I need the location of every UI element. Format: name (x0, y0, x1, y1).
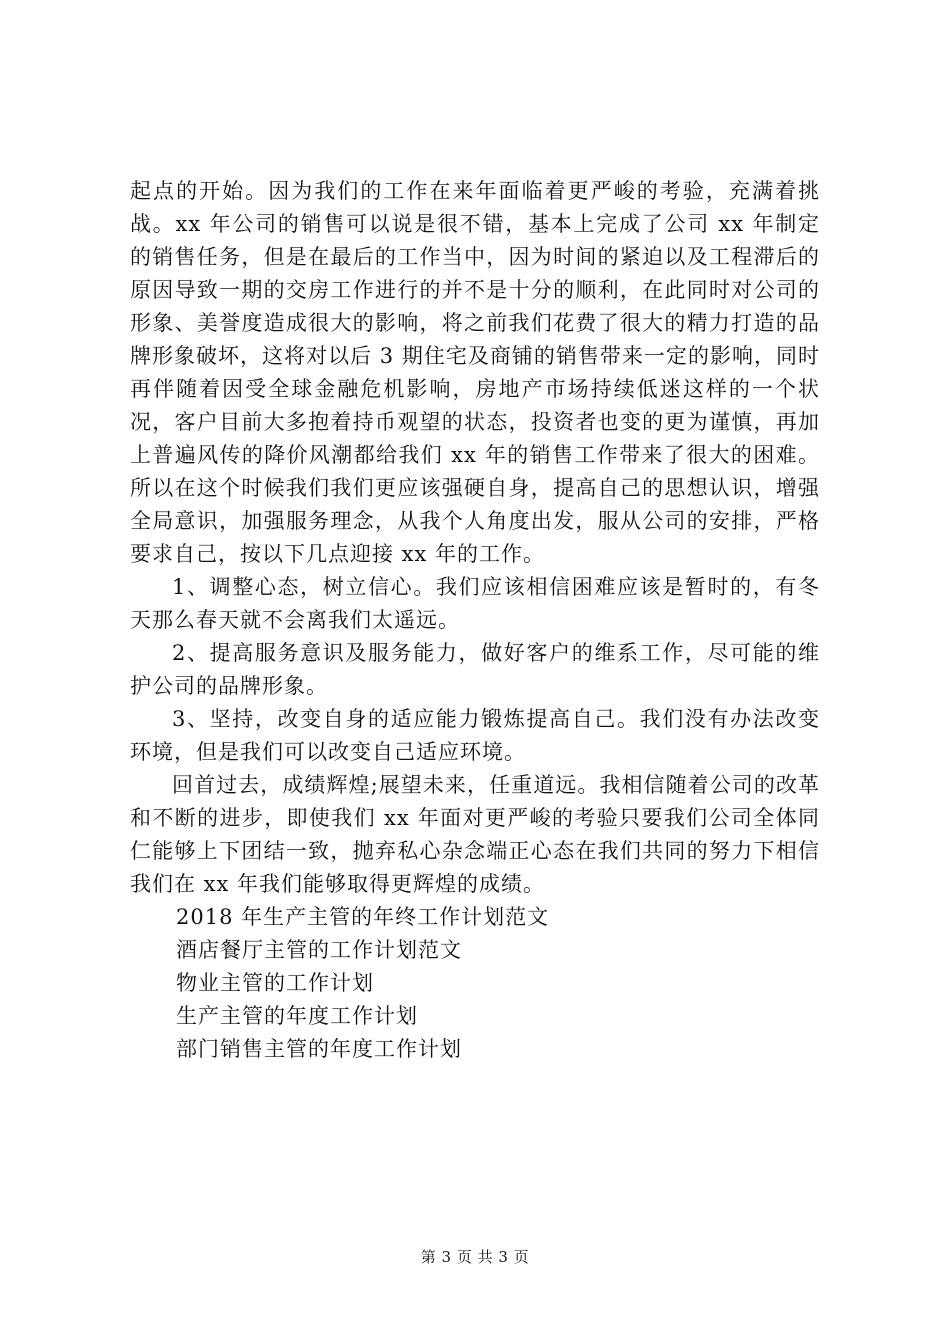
page-number-footer: 第 3 页 共 3 页 (420, 1248, 530, 1266)
related-link[interactable]: 生产主管的年度工作计划 (176, 1004, 418, 1028)
paragraph-point-2: 2、提高服务意识及服务能力，做好客户的维系工作，尽可能的维护公司的品牌形象。 (130, 641, 820, 698)
related-link[interactable]: 2018 年生产主管的年终工作计划范文 (176, 905, 550, 929)
related-link[interactable]: 部门销售主管的年度工作计划 (176, 1037, 462, 1061)
document-body (130, 175, 820, 1066)
related-link[interactable]: 物业主管的工作计划 (176, 971, 374, 995)
paragraph-point-3: 3、坚持，改变自身的适应能力锻炼提高自己。我们没有办法改变环境，但是我们可以改变自己适应环境。 (130, 707, 820, 764)
related-link[interactable]: 酒店餐厅主管的工作计划范文 (176, 938, 462, 962)
paragraph-point-1: 1、调整心态，树立信心。我们应该相信困难应该是暂时的，有冬天那么春天就不会离我们太遥远。 (130, 575, 820, 632)
paragraph-intro: 起点的开始。因为我们的工作在来年面临着更严峻的考验，充满着挑战。xx 年公司的销售可以说是很不错，基本上完成了公司 xx 年制定的销售任务，但是在最后的工作当中，因为时间的紧迫以及工程滞后的原因导致一期的交房工作进行的并不是十分的顺利，在此同时对公司的形象、美誉度造成很大的影响，将之前我们花费了很大的精力打造的品牌形象破坏，这将对以后 3 期住宅及商铺的销售带来一定的影响，同时再伴随着因受全球金融危机影响，房地产市场持续低迷这样的一个状况，客户目前大多抱着持币观望的状态，投资者也变的更为谨慎，再加上普遍风传的降价风潮都给我们 xx 年的销售工作带来了很大的困难。所以在这个时候我们我们更应该强硬自身，提高自己的思想认识，增强全局意识，加强服务理念，从我个人角度出发，服从公司的安排，严格要求自己，按以下几点迎接 xx 年的工作。 (130, 179, 820, 566)
paragraph-conclusion: 回首过去，成绩辉煌;展望未来，任重道远。我相信随着公司的改革和不断的进步，即使我们 xx 年面对更严峻的考验只要我们公司全体同仁能够上下团结一致，抛弃私心杂念端正心态在我们共同的努力下相信我们在 xx 年我们能够取得更辉煌的成绩。 (130, 773, 820, 896)
related-links-list (130, 901, 820, 1066)
